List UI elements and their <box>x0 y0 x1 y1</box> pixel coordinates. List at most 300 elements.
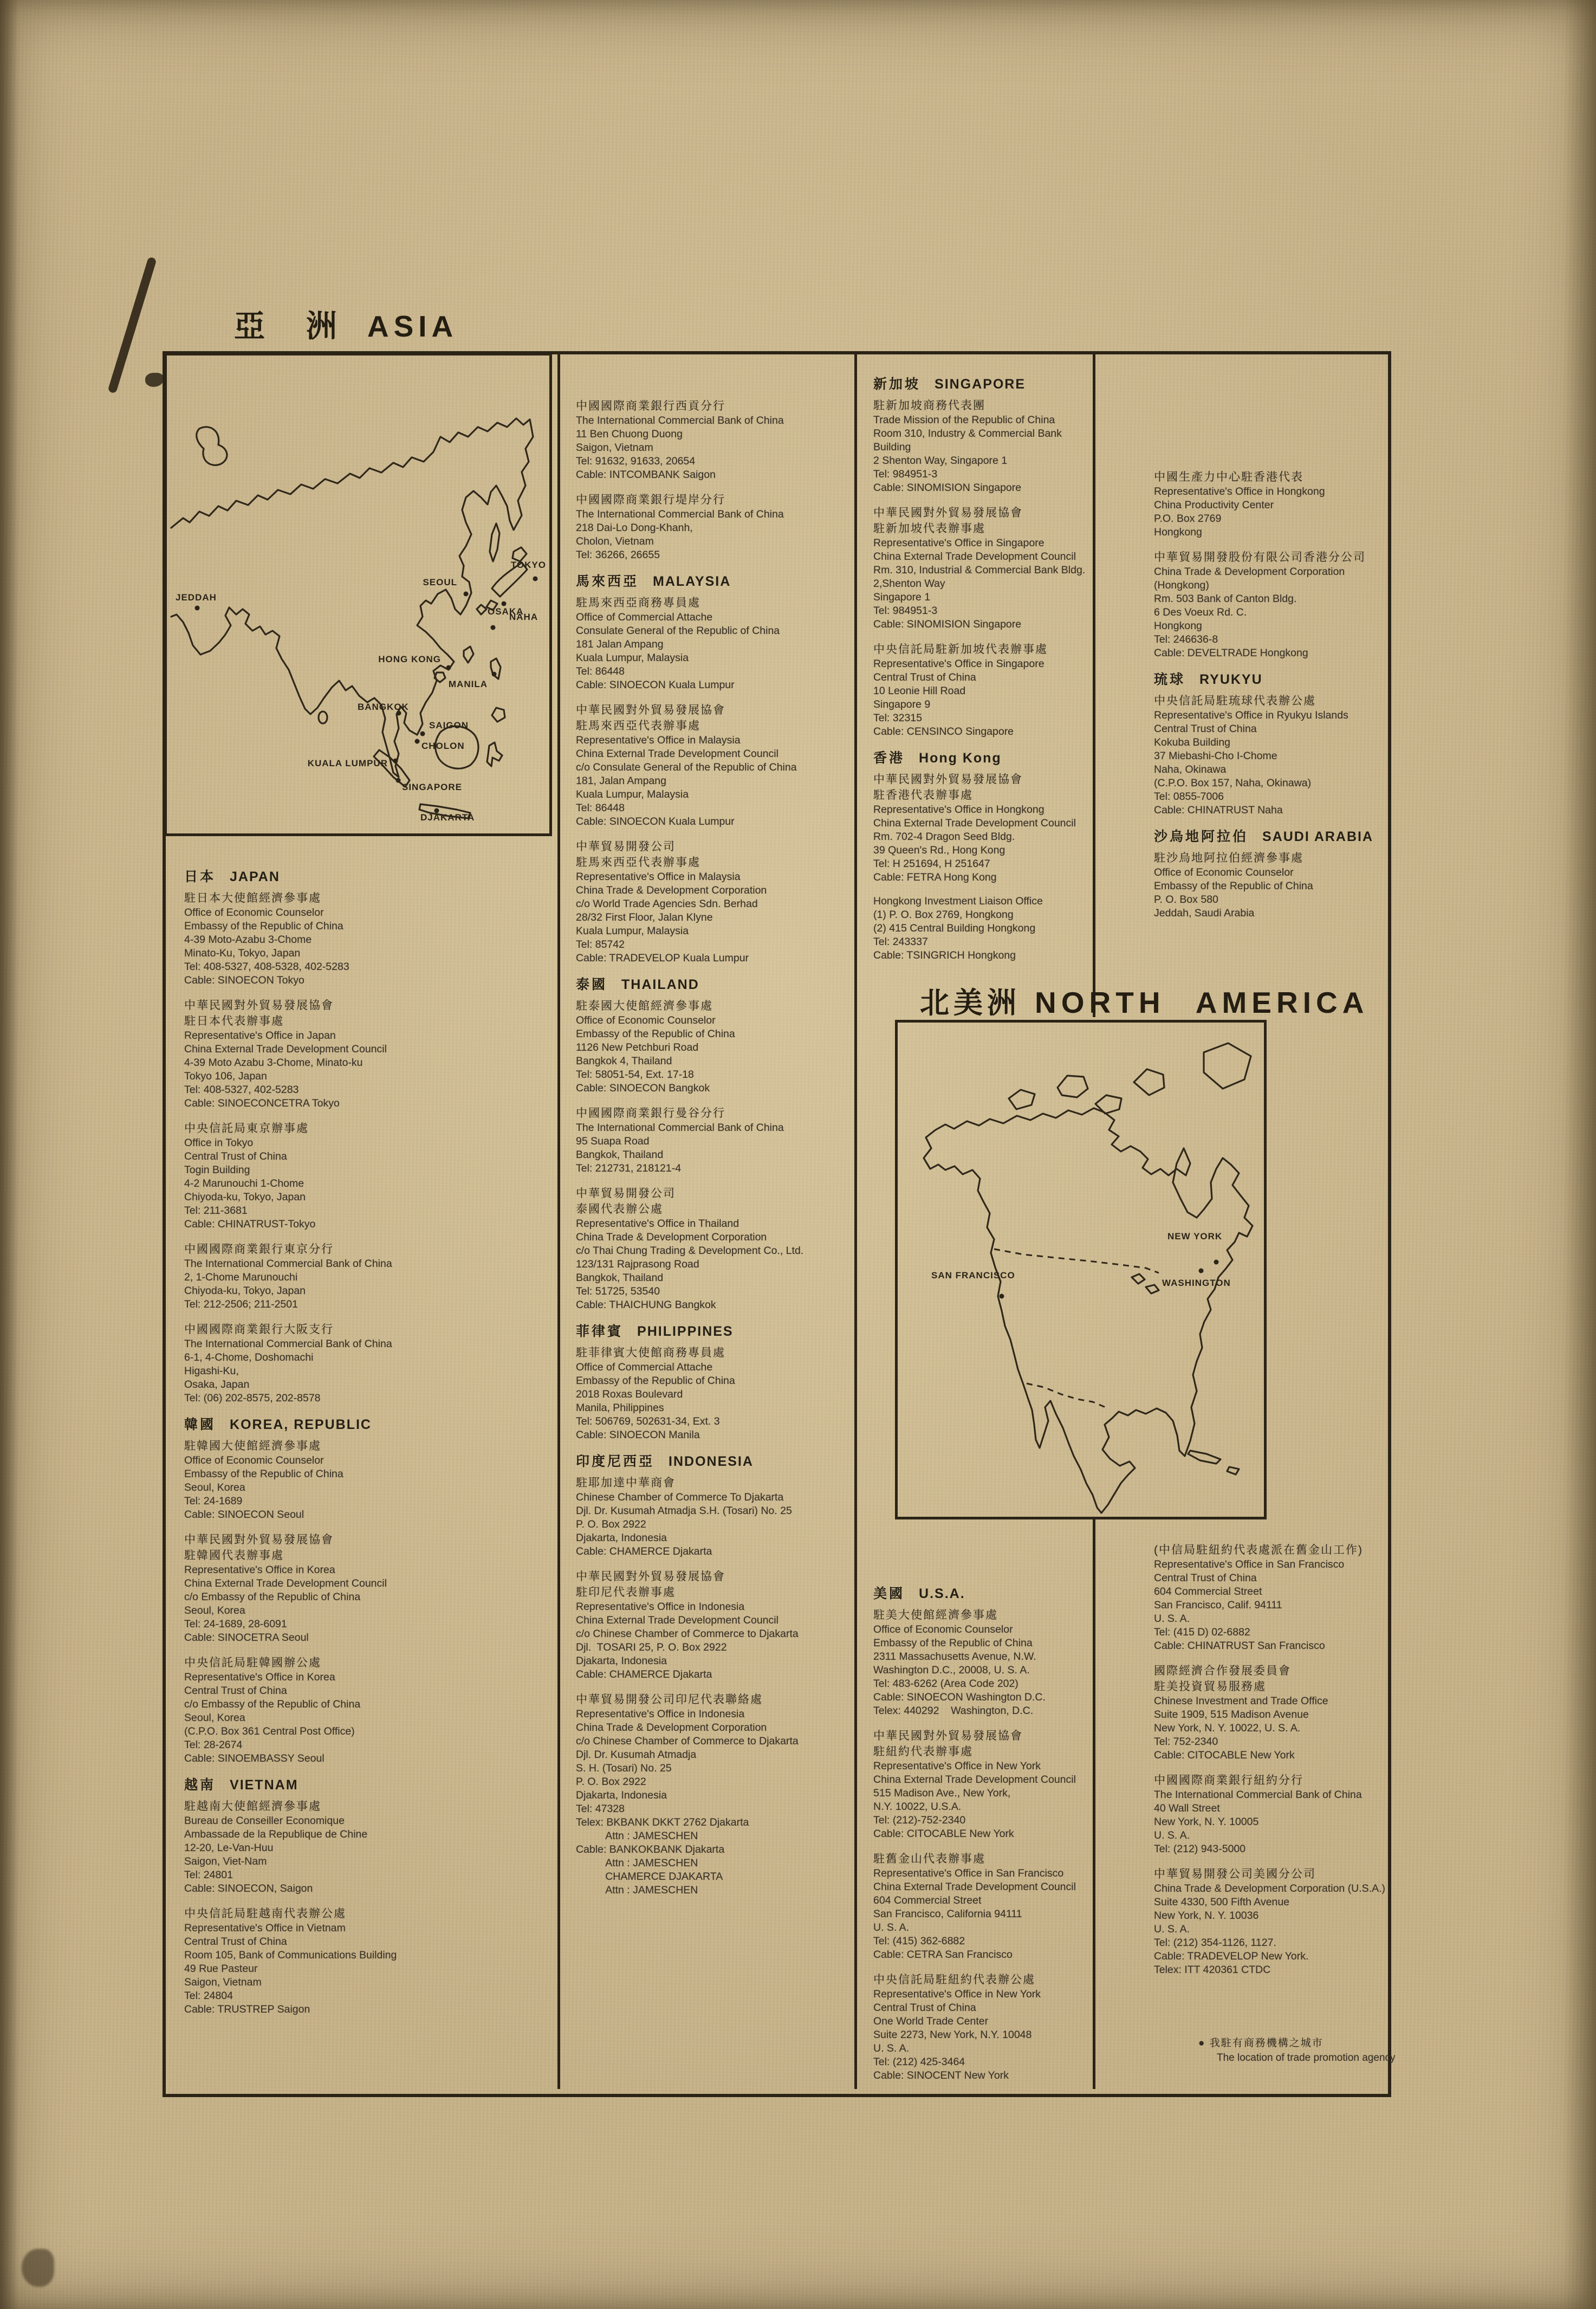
entry-zh-line: 中央信託局東京辦事處 <box>184 1122 309 1135</box>
country-name-en: RYUKYU <box>1199 672 1263 687</box>
entry-zh-line: 中國國際商業銀行紐約分行 <box>1154 1774 1303 1787</box>
entry-line: P. O. Box 580 <box>1154 894 1218 906</box>
entry-line: China Trade & Development Corporation <box>576 1231 767 1243</box>
entry-line: c/o World Trade Agencies Sdn. Berhad <box>576 898 758 910</box>
column-rule <box>854 353 857 2089</box>
entry-line: New York, N. Y. 10005 <box>1154 1816 1259 1828</box>
entry-zh-line: 駐馬來西亞代表辦事處 <box>576 720 700 732</box>
entry-line: Telex: 440292 Washington, D.C. <box>873 1705 1034 1717</box>
map-city-dot <box>1214 1260 1219 1265</box>
directory-entry <box>873 505 1101 631</box>
entry-line: Tel: (212) 425-3464 <box>873 2056 965 2068</box>
entry-line: Tokyo 106, Japan <box>184 1070 267 1082</box>
section-header <box>184 1776 553 1794</box>
entry-line: The International Commercial Bank of China <box>184 1258 392 1270</box>
entry-line: China Productivity Center <box>1154 499 1274 511</box>
entry-line: Cable: CITOCABLE New York <box>873 1828 1014 1840</box>
entry-line: Representative's Office in Malaysia <box>576 734 741 746</box>
entry-line: Cable: TSINGRICH Hongkong <box>873 949 1016 961</box>
country-section <box>873 749 1101 962</box>
entry-line: Representative's Office in Vietnam <box>184 1922 346 1934</box>
entry-line: Embassy of the Republic of China <box>873 1637 1033 1649</box>
entry-line: Central Trust of China <box>873 671 976 683</box>
map-city-dot <box>533 577 538 581</box>
entry-line: Seoul, Korea <box>184 1712 245 1724</box>
entry-line: Tel: (06) 202-8575, 202-8578 <box>184 1392 321 1404</box>
entry-zh-line: 駐日本大使館經濟參事處 <box>184 892 321 904</box>
entry-line: Cable: CHINATRUST San Francisco <box>1154 1640 1325 1652</box>
island-hispaniola <box>1227 1467 1239 1474</box>
country-section <box>576 572 849 965</box>
asia-coastline <box>171 418 533 777</box>
entry-line: S. H. (Tosari) No. 25 <box>576 1762 672 1774</box>
entry-line: Minato-Ku, Tokyo, Japan <box>184 947 301 959</box>
entry-line: Consulate General of the Republic of China <box>576 625 780 637</box>
country-section <box>1154 670 1387 817</box>
map-city-dot <box>1199 1269 1204 1273</box>
entry-zh-line: 駐新加坡商務代表團 <box>873 399 985 412</box>
directory-entry <box>576 1692 849 1897</box>
island-ceylon <box>319 712 327 723</box>
entry-line: Djakarta, Indonesia <box>576 1789 667 1801</box>
entry-zh-line: 駐日本代表辦事處 <box>184 1015 284 1027</box>
entry-line: U. S. A. <box>873 2042 910 2054</box>
entry-line: Singapore 9 <box>873 698 931 710</box>
country-name-en: U.S.A. <box>919 1586 965 1601</box>
entry-line: Representative's Office in Indonesia <box>576 1708 745 1720</box>
entry-line: Central Trust of China <box>1154 1572 1257 1584</box>
entry-line: Tel: 86448 <box>576 665 625 677</box>
entry-line: Tel: 24804 <box>184 1990 233 2002</box>
map-city-dot <box>420 732 425 736</box>
entry-line: Tel: 212731, 218121-4 <box>576 1162 682 1174</box>
directory-entry <box>576 839 849 965</box>
entry-line: Rm. 503 Bank of Canton Bldg. <box>1154 593 1297 605</box>
directory-entry <box>576 1345 849 1442</box>
column-na-left <box>873 1582 1101 2093</box>
entry-line: Cable: CITOCABLE New York <box>1154 1749 1295 1761</box>
entry-line: Telex: ITT 420361 CTDC <box>1154 1964 1271 1976</box>
entry-line: Tel: 483-6262 (Area Code 202) <box>873 1678 1018 1690</box>
entry-zh-line: 中華民國對外貿易發展協會 <box>184 1534 334 1546</box>
entry-line: 40 Wall Street <box>1154 1802 1220 1814</box>
entry-line: Tel: 984951-3 <box>873 468 938 480</box>
map-city-label: JEDDAH <box>176 592 217 603</box>
country-name-zh: 越南 <box>184 1777 216 1793</box>
entry-line: China External Trade Development Council <box>184 1577 387 1589</box>
entry-zh-line: 中華貿易開發公司印尼代表聯絡處 <box>576 1693 763 1706</box>
map-city-label: SINGAPORE <box>402 782 463 792</box>
entry-line: Kuala Lumpur, Malaysia <box>576 925 689 937</box>
country-section <box>184 1776 553 2016</box>
directory-entry <box>1154 1866 1392 1977</box>
entry-zh-line: 中華貿易開發股份有限公司香港分公司 <box>1154 551 1366 564</box>
entry-line: Representative's Office in Malaysia <box>576 871 741 883</box>
section-header <box>1154 670 1387 689</box>
entry-line: 12-20, Le-Van-Huu <box>184 1842 274 1854</box>
entry-line: Attn : JAMESCHEN <box>576 1830 698 1842</box>
entry-group <box>1154 1542 1392 1977</box>
entry-zh-line: 中華民國對外貿易發展協會 <box>576 704 725 716</box>
entry-line: Tel: (212)-752-2340 <box>873 1814 966 1826</box>
entry-group <box>576 398 849 562</box>
entry-line: Office of Commercial Attache <box>576 611 713 623</box>
footnote <box>1198 2035 1426 2065</box>
entry-line: Bangkok, Thailand <box>576 1272 664 1284</box>
directory-entry <box>1154 469 1387 539</box>
map-city-label: CHOLON <box>421 741 465 751</box>
entry-line: Cable: CENSINCO Singapore <box>873 726 1014 738</box>
entry-line: Ambassade de la Republique de Chine <box>184 1828 368 1840</box>
directory-entry <box>576 998 849 1095</box>
entry-zh-line: 中國國際商業銀行曼谷分行 <box>576 1107 725 1120</box>
country-name-zh: 琉球 <box>1154 672 1186 687</box>
directory-entry <box>1154 549 1387 660</box>
entry-zh-line: 駐韓國大使館經濟參事處 <box>184 1440 321 1452</box>
entry-line: Tel: H 251694, H 251647 <box>873 858 990 870</box>
entry-line: Tel: 47328 <box>576 1803 625 1815</box>
entry-line: Office of Economic Counselor <box>576 1014 716 1026</box>
map-city-label: DJAKARTA <box>420 812 475 823</box>
directory-entry <box>873 642 1101 739</box>
entry-line: China External Trade Development Council <box>873 551 1076 562</box>
entry-line: Office of Economic Counselor <box>184 907 324 919</box>
entry-zh-line: 中華民國對外貿易發展協會 <box>873 773 1023 786</box>
directory-entry <box>576 1105 849 1175</box>
entry-line: Cable: SINOECONCETRA Tokyo <box>184 1097 340 1109</box>
entry-line: Cable: BANKOKBANK Djakarta <box>576 1844 725 1855</box>
entry-zh-line: 中華貿易開發公司美國分公司 <box>1154 1868 1316 1880</box>
entry-line: Suite 1909, 515 Madison Avenue <box>1154 1709 1309 1721</box>
entry-line: Tel: (212) 354-1126, 1127. <box>1154 1937 1276 1949</box>
entry-line: Representative's Office in New York <box>873 1988 1041 2000</box>
entry-line: Room 310, Industry & Commercial Bank Building <box>873 428 1065 453</box>
entry-line: U. S. A. <box>1154 1923 1190 1935</box>
entry-zh-line: 中國國際商業銀行西貢分行 <box>576 400 725 412</box>
country-name-en: JAPAN <box>230 869 280 884</box>
directory-entry <box>576 398 849 482</box>
entry-line: Office of Economic Counselor <box>184 1454 324 1466</box>
entry-line: 28/32 First Floor, Jalan Klyne <box>576 911 713 923</box>
entry-zh-line: 中央信託局駐越南代表辦公處 <box>184 1907 346 1920</box>
entry-line: Representative's Office in Korea <box>184 1671 335 1683</box>
directory-entry <box>576 702 849 829</box>
entry-line: Cholon, Vietnam <box>576 535 654 547</box>
entry-zh-line: 駐美投資貿易服務處 <box>1154 1680 1266 1693</box>
scan-artifact <box>145 373 164 387</box>
entry-line: Suite 2273, New York, N.Y. 10048 <box>873 2029 1032 2041</box>
entry-line: Rm. 310, Industrial & Commercial Bank Bldg. <box>873 564 1086 576</box>
entry-line: 123/131 Rajprasong Road <box>576 1258 699 1270</box>
island-sakhalin <box>490 523 499 561</box>
entry-line: Chinese Chamber of Commerce To Djakarta <box>576 1491 784 1503</box>
entry-line: 6 Des Voeux Rd. C. <box>1154 606 1247 618</box>
entry-line: 2,Shenton Way <box>873 578 945 590</box>
entry-line: Tel: 36266, 26655 <box>576 549 660 561</box>
entry-line: Representative's Office in Hongkong <box>873 804 1044 816</box>
entry-line: Tel: 0855-7006 <box>1154 791 1224 803</box>
country-name-en: SAUDI ARABIA <box>1262 829 1374 844</box>
country-name-en: THAILAND <box>621 977 699 992</box>
entry-line: c/o Chinese Chamber of Commerce to Djakarta <box>576 1735 799 1747</box>
map-city-dot <box>396 778 401 783</box>
entry-line: 2, 1-Chome Marunouchi <box>184 1271 298 1283</box>
asia-map-drawing <box>167 355 549 833</box>
country-name-zh: 美國 <box>873 1586 905 1601</box>
entry-line: Tel: 211-3681 <box>184 1205 248 1217</box>
directory-entry <box>873 895 1101 962</box>
greenland <box>1204 1043 1251 1089</box>
na-map-drawing <box>898 1023 1264 1517</box>
country-name-zh: 印度尼西亞 <box>576 1454 655 1469</box>
map-city-label: KUALA LUMPUR <box>307 758 388 768</box>
entry-zh-line: 中華貿易開發公司 <box>576 840 676 853</box>
north-america-map <box>895 1020 1267 1519</box>
entry-line: Tel: 246636-8 <box>1154 633 1218 645</box>
entry-line: Cable: TRADEVELOP New York. <box>1154 1950 1309 1962</box>
entry-line: U. S. A. <box>1154 1829 1190 1841</box>
entry-line: Tel: 86448 <box>576 802 625 814</box>
country-name-zh: 泰國 <box>576 977 608 992</box>
entry-line: Attn : JAMESCHEN <box>576 1857 698 1869</box>
country-name-zh: 新加坡 <box>873 377 921 392</box>
country-name-zh: 韓國 <box>184 1417 216 1432</box>
directory-entry <box>873 1972 1101 2082</box>
section-header <box>576 1452 849 1471</box>
column-asia-middle <box>576 398 849 1907</box>
map-city-label: NEW YORK <box>1167 1231 1223 1241</box>
entry-line: New York, N. Y. 10036 <box>1154 1910 1259 1922</box>
entry-line: Cable: SINOECON Seoul <box>184 1509 304 1521</box>
map-city-label: WASHINGTON <box>1162 1278 1231 1288</box>
entry-line: Cable: SINOEMBASSY Seoul <box>184 1752 325 1764</box>
entry-zh-line: 駐越南大使館經濟參事處 <box>184 1800 321 1813</box>
entry-line: Cable: SINOECON Manila <box>576 1429 700 1441</box>
map-city-dot <box>491 625 496 630</box>
entry-line: One World Trade Center <box>873 2015 989 2027</box>
directory-entry <box>1154 1663 1392 1762</box>
directory-entry <box>184 1438 553 1522</box>
entry-line: Tel: 24801 <box>184 1869 233 1881</box>
entry-zh-line: 中央信託局駐新加坡代表辦事處 <box>873 643 1048 656</box>
entry-line: China External Trade Development Council <box>576 748 778 760</box>
map-city-dot <box>415 739 420 744</box>
entry-line: The International Commercial Bank of China <box>1154 1789 1362 1801</box>
map-city-dot <box>446 665 451 670</box>
entry-line: 2311 Massachusetts Avenue, N.W. <box>873 1651 1036 1663</box>
entry-line: Djl. Dr. Kusumah Atmadja S.H. (Tosari) No. 25 <box>576 1505 792 1517</box>
country-section <box>184 868 553 1405</box>
entry-line: Embassy of the Republic of China <box>576 1028 735 1040</box>
entry-line: Tel: 408-5327, 402-5283 <box>184 1084 299 1096</box>
island-taiwan <box>464 646 473 663</box>
entry-line: c/o Thai Chung Trading & Development Co., Ltd. <box>576 1245 804 1257</box>
entry-line: 515 Madison Ave., New York, <box>873 1787 1011 1799</box>
column-asia-third <box>873 373 1101 973</box>
entry-line: China External Trade Development Council <box>873 817 1076 829</box>
entry-line: The International Commercial Bank of China <box>576 415 784 426</box>
entry-line: Cable: CHINATRUST Naha <box>1154 804 1283 816</box>
directory-entry <box>184 1121 553 1231</box>
map-city-dot <box>464 592 469 597</box>
entry-zh-line: 駐新加坡代表辦事處 <box>873 522 985 535</box>
entry-line: Hongkong Investment Liaison Office <box>873 895 1043 907</box>
entry-line: c/o Embassy of the Republic of China <box>184 1591 361 1603</box>
entry-line: 2 Shenton Way, Singapore 1 <box>873 455 1008 467</box>
entry-line: Djl. TOSARI 25, P. O. Box 2922 <box>576 1641 727 1653</box>
entry-line: 1126 New Petchburi Road <box>576 1042 699 1053</box>
entry-line: Kuala Lumpur, Malaysia <box>576 788 689 800</box>
map-city-label: BANGKOK <box>358 702 409 712</box>
entry-line: Tel: (415 D) 02-6882 <box>1154 1626 1250 1638</box>
entry-zh-line: 中華民國對外貿易發展協會 <box>184 999 334 1012</box>
entry-zh-line: 中國國際商業銀行堤岸分行 <box>576 494 725 506</box>
entry-line: Tel: 506769, 502631-34, Ext. 3 <box>576 1415 720 1427</box>
map-city-label: SAN FRANCISCO <box>931 1270 1015 1280</box>
entry-line: Representative's Office in Hongkong <box>1154 486 1325 497</box>
island-cuba <box>1188 1451 1221 1464</box>
entry-zh-line: 中央信託局駐紐約代表辦公處 <box>873 1974 1035 1986</box>
entry-line: Tel: 984951-3 <box>873 605 938 617</box>
entry-line: Osaka, Japan <box>184 1379 250 1390</box>
asia-map <box>164 353 552 836</box>
map-city-label: OSAKA <box>488 606 524 617</box>
na-title-en: NORTH AMERICA <box>1035 986 1369 1019</box>
entry-line: 604 Commercial Street <box>873 1894 982 1906</box>
entry-line: P. O. Box 2922 <box>576 1518 646 1530</box>
entry-line: Seoul, Korea <box>184 1605 245 1616</box>
entry-line: Office of Commercial Attache <box>576 1361 713 1373</box>
country-name-en: Hong Kong <box>919 751 1002 766</box>
entry-line: Cable: TRADEVELOP Kuala Lumpur <box>576 952 749 964</box>
entry-line: Trade Mission of the Republic of China <box>873 414 1055 426</box>
map-city-dot <box>502 601 507 606</box>
entry-line: 181 Jalan Ampang <box>576 638 664 650</box>
entry-line: Manila, Philippines <box>576 1402 664 1414</box>
entry-zh-line: 中華民國對外貿易發展協會 <box>873 507 1023 519</box>
entry-line: Kokuba Building <box>1154 736 1230 748</box>
entry-zh-line: 中華民國對外貿易發展協會 <box>873 1730 1023 1742</box>
country-section <box>184 1415 553 1765</box>
entry-line: Saigon, Vietnam <box>184 1976 262 1988</box>
country-section <box>1154 827 1387 920</box>
page-edge-shadow-right <box>1563 0 1596 2309</box>
entry-line: China External Trade Development Council <box>873 1774 1076 1786</box>
entry-zh-line: 駐美大使館經濟參事處 <box>873 1609 998 1621</box>
country-name-en: PHILIPPINES <box>637 1324 734 1339</box>
entry-line: Cable: CETRA San Francisco <box>873 1949 1013 1961</box>
directory-entry <box>576 1186 849 1312</box>
entry-line: Tel: 28-2674 <box>184 1739 243 1751</box>
entry-line: Representative's Office in New York <box>873 1760 1041 1772</box>
map-city-dot <box>492 672 497 677</box>
entry-line: Jeddah, Saudi Arabia <box>1154 907 1255 919</box>
entry-line: Tel: 58051-54, Ext. 17-18 <box>576 1069 694 1081</box>
section-header <box>576 1322 849 1341</box>
entry-line: Representative's Office in San Francisco <box>1154 1558 1345 1570</box>
entry-line: China Trade & Development Corporation <box>576 884 767 896</box>
entry-line: 218 Dai-Lo Dong-Khanh, <box>576 522 693 534</box>
column-asia-right <box>1154 469 1387 930</box>
directory-entry <box>1154 850 1387 920</box>
entry-zh-line: 駐菲律賓大使館商務專員處 <box>576 1347 725 1359</box>
entry-line: Embassy of the Republic of China <box>184 920 343 932</box>
entry-line: Central Trust of China <box>1154 723 1257 735</box>
entry-line: Tel: 32315 <box>873 712 922 724</box>
entry-line: Cable: DEVELTRADE Hongkong <box>1154 647 1308 659</box>
entry-line: Office in Tokyo <box>184 1137 254 1149</box>
entry-line: Tel: (415) 362-6882 <box>873 1935 965 1947</box>
entry-zh-line: 駐印尼代表辦事處 <box>576 1586 676 1599</box>
arctic-island <box>1057 1076 1088 1097</box>
entry-line: Saigon, Viet-Nam <box>184 1855 267 1867</box>
entry-line: (2) 415 Central Building Hongkong <box>873 922 1036 934</box>
entry-line: Seoul, Korea <box>184 1482 245 1493</box>
directory-entry <box>576 1569 849 1681</box>
entry-line: Representative's Office in Singapore <box>873 658 1044 670</box>
entry-line: Tel: 91632, 91633, 20654 <box>576 455 696 467</box>
entry-line: Cable: SINOECON Bangkok <box>576 1082 710 1094</box>
entry-line: 4-39 Moto Azabu 3-Chome, Minato-ku <box>184 1057 363 1069</box>
entry-line: Cable: SINOCETRA Seoul <box>184 1632 309 1644</box>
entry-line: Office of Economic Counselor <box>1154 866 1294 878</box>
country-name-en: INDONESIA <box>669 1454 754 1469</box>
entry-line: Suite 4330, 500 Fifth Avenue <box>1154 1896 1290 1908</box>
country-name-zh: 日本 <box>184 869 216 884</box>
entry-zh-line: 中央信託局駐韓國辦公處 <box>184 1657 321 1669</box>
scan-artifact <box>22 2249 54 2287</box>
directory-entry <box>184 1906 553 2016</box>
entry-line: Attn : JAMESCHEN <box>576 1884 698 1896</box>
entry-line: Djakarta, Indonesia <box>576 1532 667 1544</box>
great-lake <box>1132 1274 1145 1284</box>
section-header <box>873 375 1101 393</box>
entry-line: Cable: SINOECON Kuala Lumpur <box>576 679 735 691</box>
island-celebes <box>487 742 502 766</box>
entry-line: Cable: CHAMERCE Djakarta <box>576 1668 712 1680</box>
entry-line: Telex: BKBANK DKKT 2762 Djakarta <box>576 1816 749 1828</box>
entry-line: Hongkong <box>1154 526 1202 538</box>
entry-zh-line: 中華民國對外貿易發展協會 <box>576 1570 725 1583</box>
entry-line: Representative's Office in Indonesia <box>576 1601 745 1613</box>
entry-line: Cable: CHAMERCE Djakarta <box>576 1545 712 1557</box>
entry-line: San Francisco, Calif. 94111 <box>1154 1599 1282 1611</box>
section-header <box>576 975 849 994</box>
country-name-en: VIETNAM <box>230 1777 299 1793</box>
entry-line: Higashi-Ku, <box>184 1365 239 1377</box>
entry-line: Representative's Office in Japan <box>184 1030 336 1042</box>
entry-line: Central Trust of China <box>184 1150 287 1162</box>
country-name-zh: 沙烏地阿拉伯 <box>1154 829 1249 844</box>
entry-line: Office of Economic Counselor <box>873 1624 1013 1635</box>
country-section <box>576 975 849 1312</box>
directory-entry <box>184 1532 553 1645</box>
entry-line: Cable: SINOECON Washington D.C. <box>873 1691 1046 1703</box>
entry-line: Tel: 24-1689 <box>184 1495 243 1507</box>
entry-line: Cable: SINOECON Kuala Lumpur <box>576 816 735 827</box>
directory-entry <box>873 1728 1101 1841</box>
country-name-en: MALAYSIA <box>653 574 731 589</box>
entry-line: China Trade & Development Corporation (Hongkong) <box>1154 566 1348 591</box>
entry-line: Togin Building <box>184 1164 250 1176</box>
entry-line: Central Trust of China <box>184 1685 287 1697</box>
entry-line: The International Commercial Bank of China <box>576 1122 784 1134</box>
entry-line: 11 Ben Chuong Duong <box>576 428 683 440</box>
entry-line: 10 Leonie Hill Road <box>873 685 966 697</box>
directory-entry <box>1154 693 1387 817</box>
entry-line: Tel: (212) 943-5000 <box>1154 1843 1246 1855</box>
entry-line: Saigon, Vietnam <box>576 442 653 454</box>
